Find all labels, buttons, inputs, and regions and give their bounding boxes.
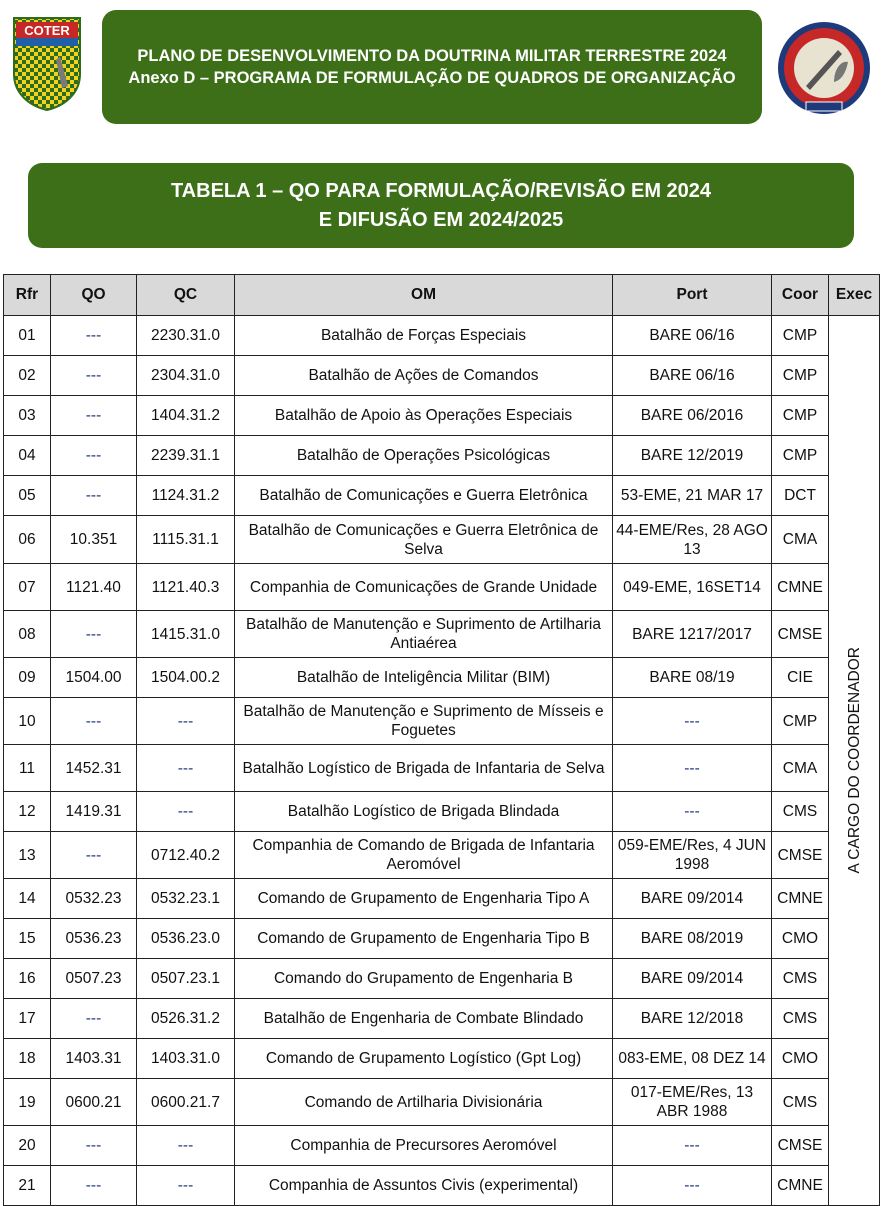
- table-row: [4, 658, 880, 698]
- cell-qc: 0526.31.2: [137, 999, 235, 1039]
- cell-rfr: 20: [4, 1126, 51, 1166]
- cell-port: BARE 09/2014: [613, 879, 772, 919]
- cell-port: 083-EME, 08 DEZ 14: [613, 1039, 772, 1079]
- cell-qo: ---: [51, 316, 137, 356]
- table-row: [4, 1166, 880, 1206]
- cell-exec: [829, 316, 880, 1206]
- cell-qo: 1504.00: [51, 658, 137, 698]
- cell-om: Batalhão Logístico de Brigada de Infantaria de Selva: [235, 745, 613, 792]
- cell-coor: CMP: [772, 316, 829, 356]
- cell-rfr: 09: [4, 658, 51, 698]
- cell-port: ---: [613, 745, 772, 792]
- cell-port: BARE 06/16: [613, 316, 772, 356]
- cell-port: BARE 09/2014: [613, 959, 772, 999]
- cell-om: Batalhão de Engenharia de Combate Blindado: [235, 999, 613, 1039]
- cell-om: Batalhão de Inteligência Militar (BIM): [235, 658, 613, 698]
- cell-rfr: 08: [4, 611, 51, 658]
- cell-om: Batalhão de Manutenção e Suprimento de Mísseis e Foguetes: [235, 698, 613, 745]
- cell-coor: CMA: [772, 745, 829, 792]
- table-row: [4, 745, 880, 792]
- cell-rfr: 03: [4, 396, 51, 436]
- cell-rfr: 16: [4, 959, 51, 999]
- cell-port: BARE 1217/2017: [613, 611, 772, 658]
- table-header-row: [4, 275, 880, 316]
- cell-om: Comando de Grupamento Logístico (Gpt Log): [235, 1039, 613, 1079]
- cell-om: Batalhão de Ações de Comandos: [235, 356, 613, 396]
- cell-coor: CMS: [772, 999, 829, 1039]
- cell-rfr: 13: [4, 832, 51, 879]
- cell-port: BARE 08/2019: [613, 919, 772, 959]
- cell-om: Batalhão de Forças Especiais: [235, 316, 613, 356]
- cell-coor: CMO: [772, 1039, 829, 1079]
- cell-port: BARE 08/19: [613, 658, 772, 698]
- cell-qc: ---: [137, 1126, 235, 1166]
- cell-port: ---: [613, 698, 772, 745]
- table-row: [4, 999, 880, 1039]
- cell-coor: CMSE: [772, 611, 829, 658]
- table-title-line2: E DIFUSÃO EM 2024/2025: [318, 208, 564, 231]
- cell-om: Comando do Grupamento de Engenharia B: [235, 959, 613, 999]
- table-row: [4, 436, 880, 476]
- cell-om: Comando de Artilharia Divisionária: [235, 1079, 613, 1126]
- cell-rfr: 07: [4, 564, 51, 611]
- cell-om: Comando de Grupamento de Engenharia Tipo A: [235, 879, 613, 919]
- svg-text:COTER: COTER: [24, 23, 70, 38]
- table-row: [4, 1126, 880, 1166]
- cell-port: BARE 12/2019: [613, 436, 772, 476]
- cell-qc: 1415.31.0: [137, 611, 235, 658]
- cell-rfr: 14: [4, 879, 51, 919]
- exec-vertical-label: A CARGO DO COORDENADOR: [845, 647, 863, 874]
- cell-om: Companhia de Comunicações de Grande Unidade: [235, 564, 613, 611]
- cell-om: Batalhão de Comunicações e Guerra Eletrônica de Selva: [235, 516, 613, 564]
- cell-coor: CMO: [772, 919, 829, 959]
- cell-rfr: 15: [4, 919, 51, 959]
- cell-rfr: 11: [4, 745, 51, 792]
- cell-om: Companhia de Precursores Aeromóvel: [235, 1126, 613, 1166]
- cell-rfr: 18: [4, 1039, 51, 1079]
- table-title-banner: [28, 163, 854, 248]
- cell-qo: ---: [51, 832, 137, 879]
- cell-om: Comando de Grupamento de Engenharia Tipo B: [235, 919, 613, 959]
- cell-rfr: 17: [4, 999, 51, 1039]
- coter-logo: [10, 16, 84, 112]
- cell-qo: 1121.40: [51, 564, 137, 611]
- cell-qc: 1404.31.2: [137, 396, 235, 436]
- cell-qc: 2230.31.0: [137, 316, 235, 356]
- cell-qo: 0532.23: [51, 879, 137, 919]
- table-row: [4, 792, 880, 832]
- table-row: [4, 879, 880, 919]
- cell-om: Batalhão de Manutenção e Suprimento de Artilharia Antiaérea: [235, 611, 613, 658]
- column-header-exec: Exec: [829, 275, 880, 316]
- cell-qc: 1121.40.3: [137, 564, 235, 611]
- cell-qo: ---: [51, 999, 137, 1039]
- cell-port: BARE 12/2018: [613, 999, 772, 1039]
- cell-rfr: 06: [4, 516, 51, 564]
- document-header: [102, 10, 762, 124]
- table-row: [4, 516, 880, 564]
- table-row: [4, 1039, 880, 1079]
- cell-qc: 1403.31.0: [137, 1039, 235, 1079]
- cell-rfr: 19: [4, 1079, 51, 1126]
- cell-rfr: 04: [4, 436, 51, 476]
- column-header-qo: QO: [51, 275, 137, 316]
- column-header-om: OM: [235, 275, 613, 316]
- cell-qo: ---: [51, 698, 137, 745]
- table-row: [4, 316, 880, 356]
- column-header-rfr: Rfr: [4, 275, 51, 316]
- cell-qo: ---: [51, 1166, 137, 1206]
- cell-om: Companhia de Assuntos Civis (experimental): [235, 1166, 613, 1206]
- cell-qo: 1403.31: [51, 1039, 137, 1079]
- cell-qc: ---: [137, 745, 235, 792]
- table-row: [4, 611, 880, 658]
- cell-rfr: 05: [4, 476, 51, 516]
- cell-port: BARE 06/2016: [613, 396, 772, 436]
- cell-qc: ---: [137, 698, 235, 745]
- cell-qc: 0507.23.1: [137, 959, 235, 999]
- cell-qc: ---: [137, 1166, 235, 1206]
- cell-coor: CMP: [772, 356, 829, 396]
- cell-om: Batalhão de Comunicações e Guerra Eletrônica: [235, 476, 613, 516]
- cell-qo: ---: [51, 1126, 137, 1166]
- table-row: [4, 832, 880, 879]
- table-row: [4, 1079, 880, 1126]
- cell-coor: CMP: [772, 698, 829, 745]
- cell-port: 017-EME/Res, 13 ABR 1988: [613, 1079, 772, 1126]
- cell-qo: 0600.21: [51, 1079, 137, 1126]
- table-row: [4, 698, 880, 745]
- cell-coor: CMNE: [772, 1166, 829, 1206]
- table-row: [4, 476, 880, 516]
- table-title-line1: TABELA 1 – QO PARA FORMULAÇÃO/REVISÃO EM 2024: [170, 179, 712, 202]
- cell-qo: ---: [51, 611, 137, 658]
- cell-coor: CMA: [772, 516, 829, 564]
- cell-coor: CMNE: [772, 564, 829, 611]
- cell-qc: 0600.21.7: [137, 1079, 235, 1126]
- table-row: [4, 959, 880, 999]
- cell-qo: ---: [51, 396, 137, 436]
- cell-port: 53-EME, 21 MAR 17: [613, 476, 772, 516]
- cell-port: 44-EME/Res, 28 AGO 13: [613, 516, 772, 564]
- table-row: [4, 919, 880, 959]
- cell-qc: 2304.31.0: [137, 356, 235, 396]
- cell-qo: 1452.31: [51, 745, 137, 792]
- cell-coor: CMP: [772, 436, 829, 476]
- qo-table: [3, 274, 880, 1206]
- cell-qo: ---: [51, 476, 137, 516]
- cell-om: Batalhão de Operações Psicológicas: [235, 436, 613, 476]
- cell-om: Batalhão Logístico de Brigada Blindada: [235, 792, 613, 832]
- cell-qc: 0536.23.0: [137, 919, 235, 959]
- cell-om: Companhia de Comando de Brigada de Infantaria Aeromóvel: [235, 832, 613, 879]
- cell-rfr: 10: [4, 698, 51, 745]
- cell-qc: 2239.31.1: [137, 436, 235, 476]
- header-title-line2: Anexo D – PROGRAMA DE FORMULAÇÃO DE QUADROS DE ORGANIZAÇÃO: [128, 69, 736, 87]
- cell-qo: 0536.23: [51, 919, 137, 959]
- cell-qo: ---: [51, 356, 137, 396]
- cell-qo: 10.351: [51, 516, 137, 564]
- cell-port: ---: [613, 1126, 772, 1166]
- cell-qc: 1115.31.1: [137, 516, 235, 564]
- cell-port: 059-EME/Res, 4 JUN 1998: [613, 832, 772, 879]
- cell-coor: DCT: [772, 476, 829, 516]
- table-row: [4, 396, 880, 436]
- cell-coor: CIE: [772, 658, 829, 698]
- cell-rfr: 02: [4, 356, 51, 396]
- cell-qc: 0532.23.1: [137, 879, 235, 919]
- cell-coor: CMP: [772, 396, 829, 436]
- cell-coor: CMSE: [772, 1126, 829, 1166]
- cell-qc: 0712.40.2: [137, 832, 235, 879]
- cell-rfr: 01: [4, 316, 51, 356]
- cell-coor: CMS: [772, 792, 829, 832]
- cell-port: 049-EME, 16SET14: [613, 564, 772, 611]
- cell-rfr: 12: [4, 792, 51, 832]
- cell-port: BARE 06/16: [613, 356, 772, 396]
- column-header-port: Port: [613, 275, 772, 316]
- cell-om: Batalhão de Apoio às Operações Especiais: [235, 396, 613, 436]
- cell-coor: CMSE: [772, 832, 829, 879]
- cell-qc: 1504.00.2: [137, 658, 235, 698]
- cell-port: ---: [613, 792, 772, 832]
- cell-rfr: 21: [4, 1166, 51, 1206]
- cell-port: ---: [613, 1166, 772, 1206]
- table-row: [4, 564, 880, 611]
- cell-qo: 0507.23: [51, 959, 137, 999]
- doctrine-center-seal: [776, 20, 872, 116]
- cell-coor: CMS: [772, 1079, 829, 1126]
- column-header-qc: QC: [137, 275, 235, 316]
- table-row: [4, 356, 880, 396]
- column-header-coor: Coor: [772, 275, 829, 316]
- cell-qo: ---: [51, 436, 137, 476]
- cell-qo: 1419.31: [51, 792, 137, 832]
- cell-qc: 1124.31.2: [137, 476, 235, 516]
- cell-qc: ---: [137, 792, 235, 832]
- cell-coor: CMS: [772, 959, 829, 999]
- header-title-line1: PLANO DE DESENVOLVIMENTO DA DOUTRINA MILITAR TERRESTRE 2024: [137, 47, 727, 65]
- cell-coor: CMNE: [772, 879, 829, 919]
